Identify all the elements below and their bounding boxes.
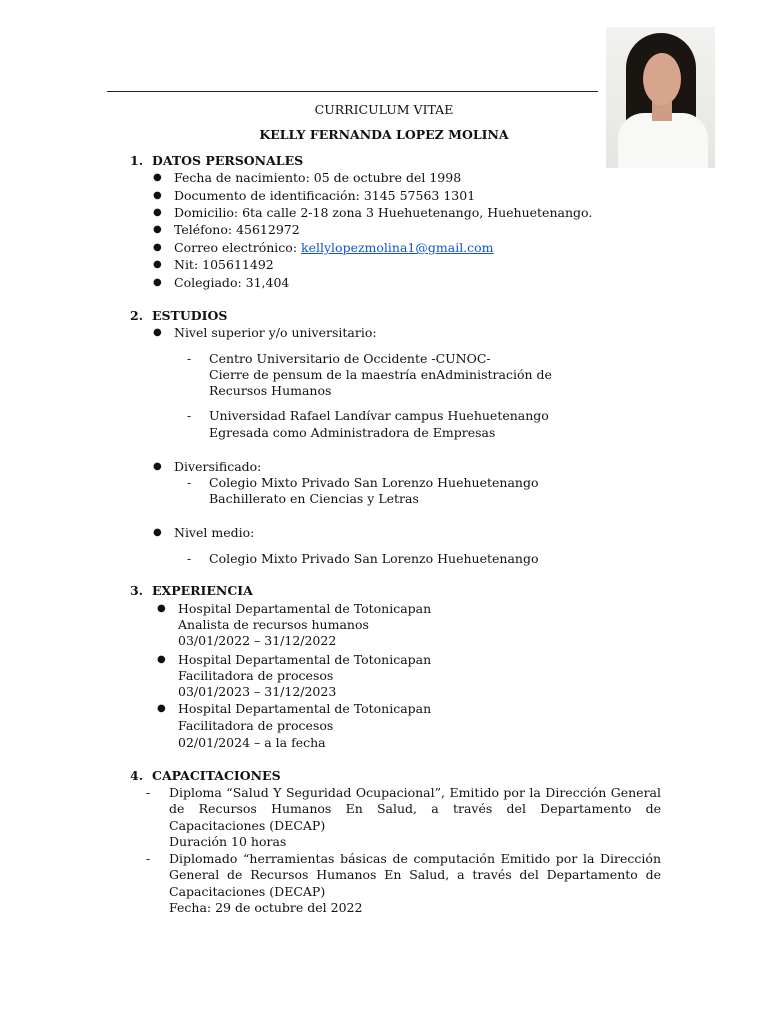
section-number: 4. [130,768,144,783]
bullet-icon: ● [153,327,162,338]
study-institution: Colegio Mixto Privado San Lorenzo Huehuetenango [209,475,539,490]
training-description: Diploma “Salud Y Seguridad Ocupacional”, Emitido por la Dirección General de Recursos Humanos En Salud, a través del Departamento de Capacitaciones (DECAP) [169,785,661,833]
job-place: Hospital Departamental de Totonicapan [178,701,432,716]
level-superior: Nivel superior y/o universitario: [174,325,377,340]
dash-marker: - [146,851,151,866]
bullet-icon: ● [153,461,162,472]
study-institution: Centro Universitario de Occidente -CUNOC- [209,351,491,366]
level-diversificado: Diversificado: [174,459,262,474]
section-number: 2. [130,308,144,323]
bullet-icon: ● [157,654,166,665]
job-role: Facilitadora de procesos [178,718,334,733]
training-duration: Duración 10 horas [169,833,287,849]
dash-marker: - [187,551,192,566]
person-name: KELLY FERNANDA LOPEZ MOLINA [259,127,509,142]
section-heading-datos: DATOS PERSONALES [152,153,304,168]
job-dates: 03/01/2022 – 31/12/2022 [178,633,337,648]
section-heading-estudios: ESTUDIOS [152,308,228,323]
section-heading-experiencia: EXPERIENCIA [152,583,253,598]
job-role: Analista de recursos humanos [178,617,369,632]
job-place: Hospital Departamental de Totonicapan [178,601,432,616]
study-detail: Egresada como Administradora de Empresas [209,425,496,440]
dash-marker: - [146,785,151,800]
study-detail: Bachillerato en Ciencias y Letras [209,491,419,506]
dash-marker: - [187,408,192,423]
dash-marker: - [187,351,192,366]
profile-photo [606,27,715,168]
bullet-icon: ● [153,190,162,201]
study-detail: Cierre de pensum de la maestría enAdministración de [209,367,552,382]
level-medio: Nivel medio: [174,525,255,540]
birth-date: Fecha de nacimiento: 05 de octubre del 1998 [174,170,462,185]
job-place: Hospital Departamental de Totonicapan [178,652,432,667]
bullet-icon: ● [157,703,166,714]
training-item [169,785,661,850]
header-rule [107,91,598,92]
training-item [169,851,661,916]
bullet-icon: ● [153,277,162,288]
bullet-icon: ● [153,259,162,270]
job-dates: 02/01/2024 – a la fecha [178,735,326,750]
section-number: 3. [130,583,144,598]
study-institution: Colegio Mixto Privado San Lorenzo Huehuetenango [209,551,539,566]
document-title: CURRICULUM VITAE [314,102,454,117]
bullet-icon: ● [157,603,166,614]
id-document: Documento de identificación: 3145 57563 1301 [174,188,476,203]
job-dates: 03/01/2023 – 31/12/2023 [178,684,337,699]
section-number: 1. [130,153,144,168]
nit: Nit: 105611492 [174,257,274,272]
address: Domicilio: 6ta calle 2-18 zona 3 Huehuetenango, Huehuetenango. [174,205,593,220]
bullet-icon: ● [153,207,162,218]
bullet-icon: ● [153,242,162,253]
email-label: Correo electrónico: [174,240,302,255]
study-institution: Universidad Rafael Landívar campus Huehuetenango [209,408,549,423]
training-description: Diplomado “herramientas básicas de computación Emitido por la Dirección General de Recursos Humanos En Salud, a través del Departamento de Capacitaciones (DECAP) [169,851,661,899]
email-line [174,240,494,256]
bullet-icon: ● [153,224,162,235]
phone: Teléfono: 45612972 [174,222,300,237]
colegiado: Colegiado: 31,404 [174,275,290,290]
bullet-icon: ● [153,172,162,183]
section-heading-capacitaciones: CAPACITACIONES [152,768,281,783]
study-detail: Recursos Humanos [209,383,332,398]
training-date: Fecha: 29 de octubre del 2022 [169,899,363,915]
bullet-icon: ● [153,527,162,538]
dash-marker: - [187,475,192,490]
job-role: Facilitadora de procesos [178,668,334,683]
email-link[interactable]: kellylopezmolina1@gmail.com [301,240,494,255]
